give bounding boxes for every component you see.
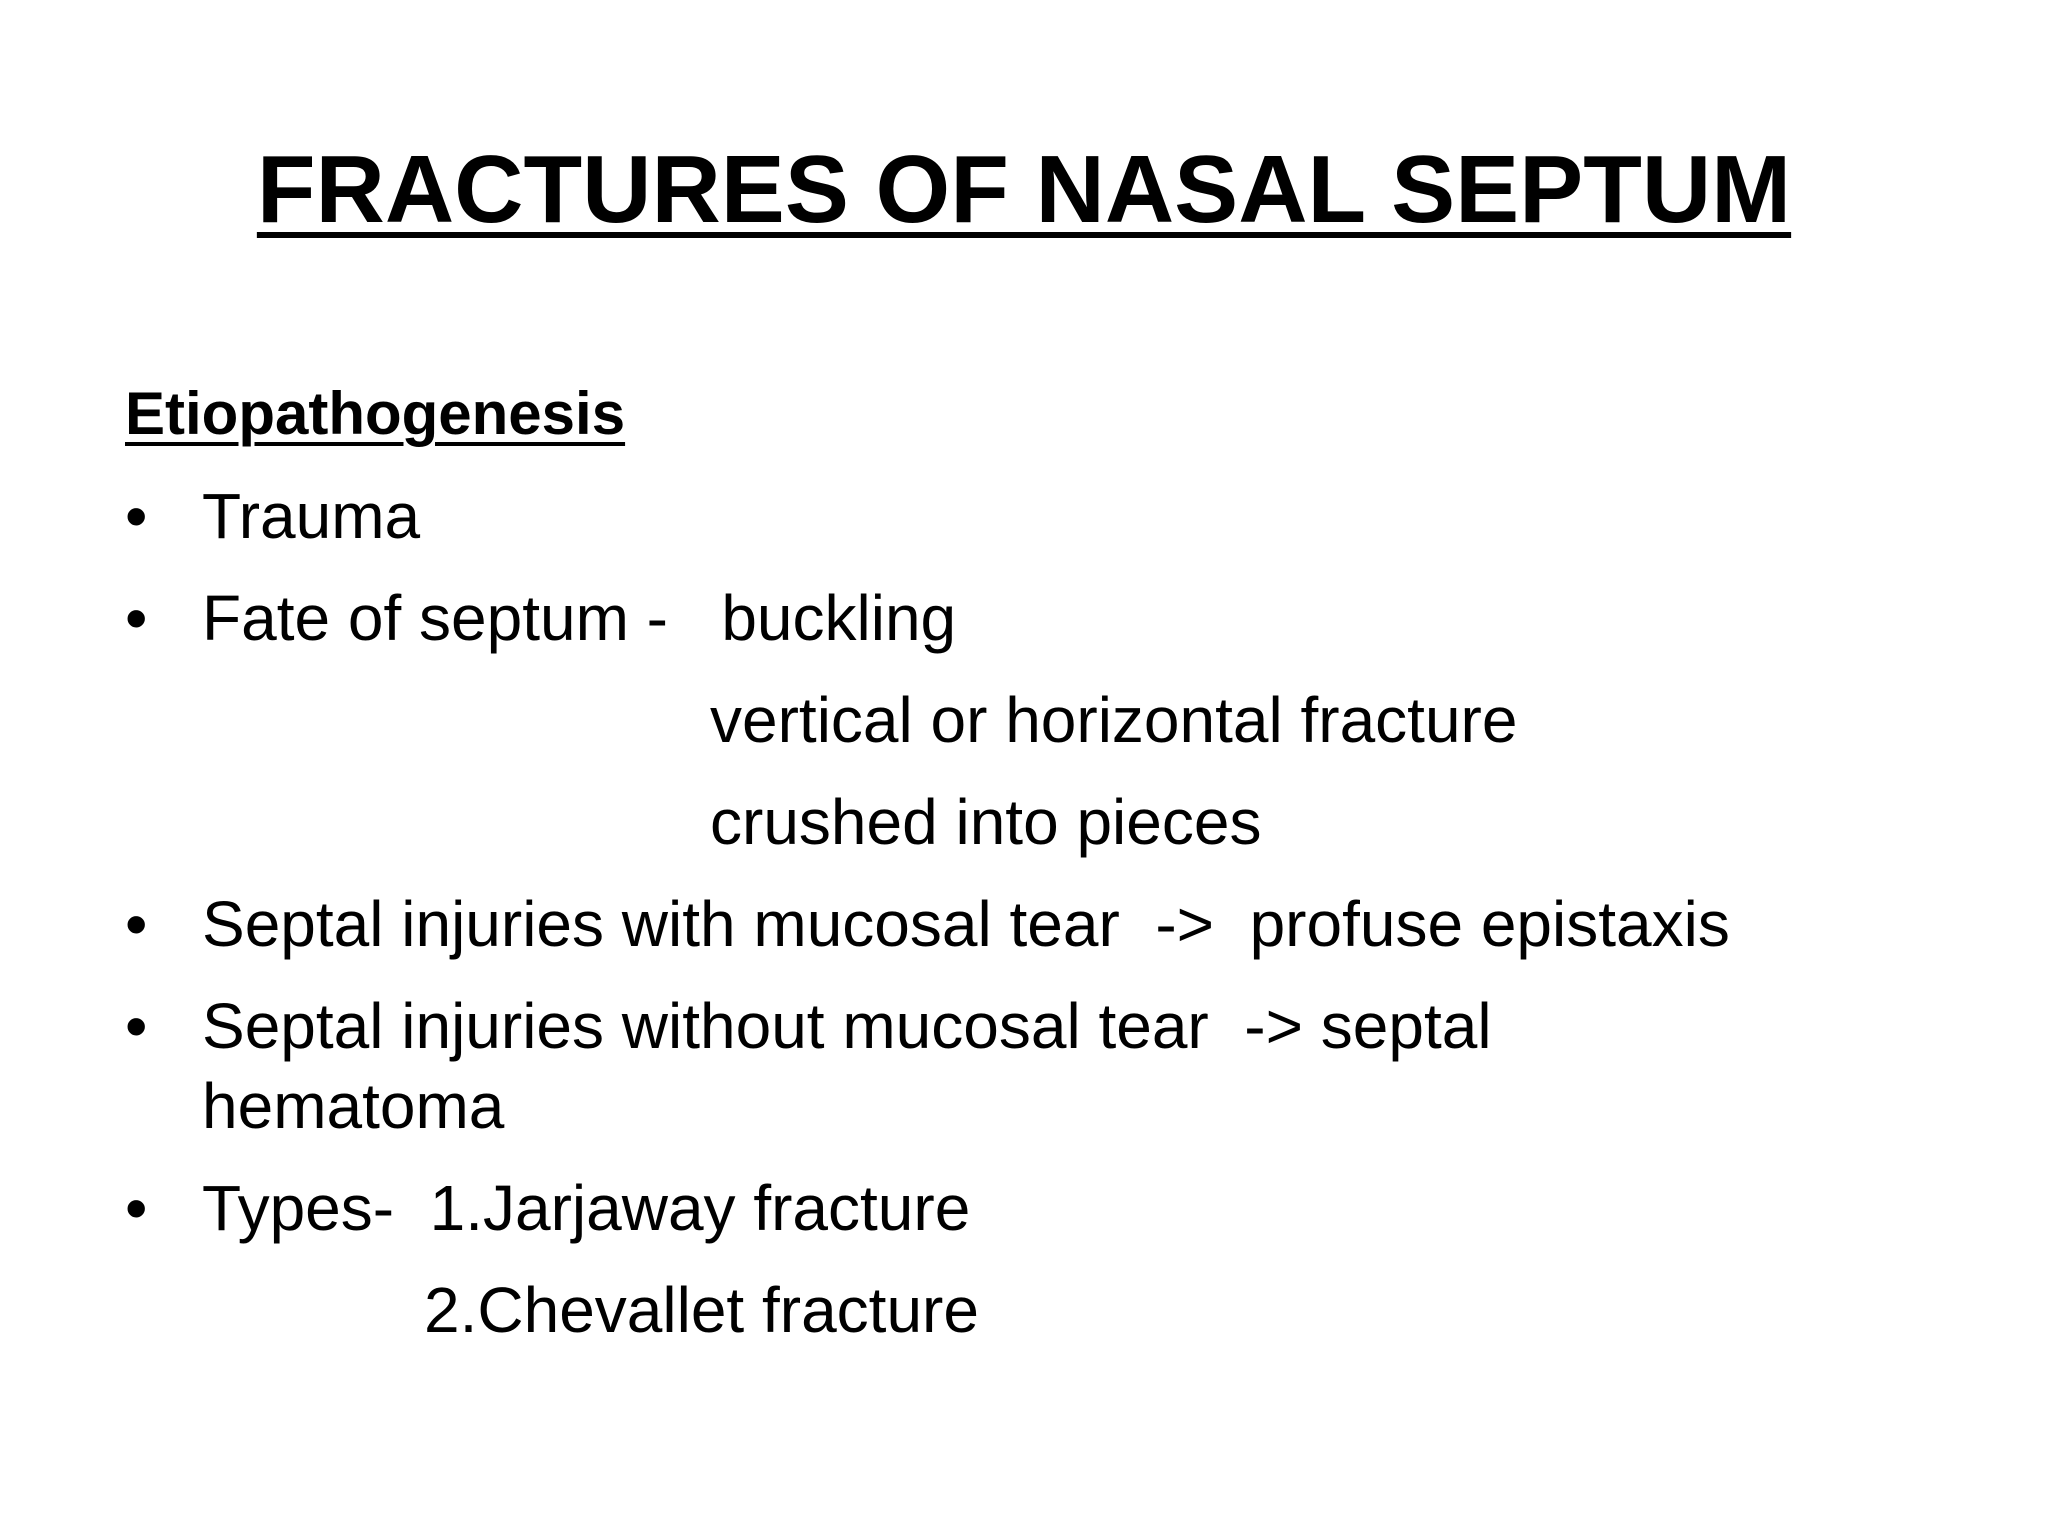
- bullet-item-fate-of-septum: Fate of septum - buckling: [202, 582, 957, 654]
- bullet-item-without-mucosal-tear: Septal injuries without mucosal tear -> septal: [202, 990, 1492, 1062]
- bullet-item-types: Types- 1.Jarjaway fracture: [202, 1172, 971, 1244]
- bullet-item-trauma: Trauma: [202, 480, 421, 552]
- bullet-icon: •: [125, 888, 148, 960]
- section-heading: Etiopathogenesis: [125, 380, 626, 447]
- bullet-item-mucosal-tear: Septal injuries with mucosal tear -> profuse epistaxis: [202, 888, 1730, 960]
- bullet-item-without-mucosal-tear-wrap: hematoma: [202, 1070, 505, 1142]
- slide-title: [0, 130, 2048, 250]
- types-continuation-1: 2.Chevallet fracture: [424, 1274, 979, 1346]
- bullet-icon: •: [125, 1172, 148, 1244]
- bullet-icon: •: [125, 582, 148, 654]
- fate-continuation-1: vertical or horizontal fracture: [710, 684, 1518, 756]
- bullet-icon: •: [125, 480, 148, 552]
- fate-continuation-2: crushed into pieces: [710, 786, 1262, 858]
- slide-title-text: FRACTURES OF NASAL SEPTUM: [256, 136, 1792, 243]
- bullet-icon: •: [125, 990, 148, 1062]
